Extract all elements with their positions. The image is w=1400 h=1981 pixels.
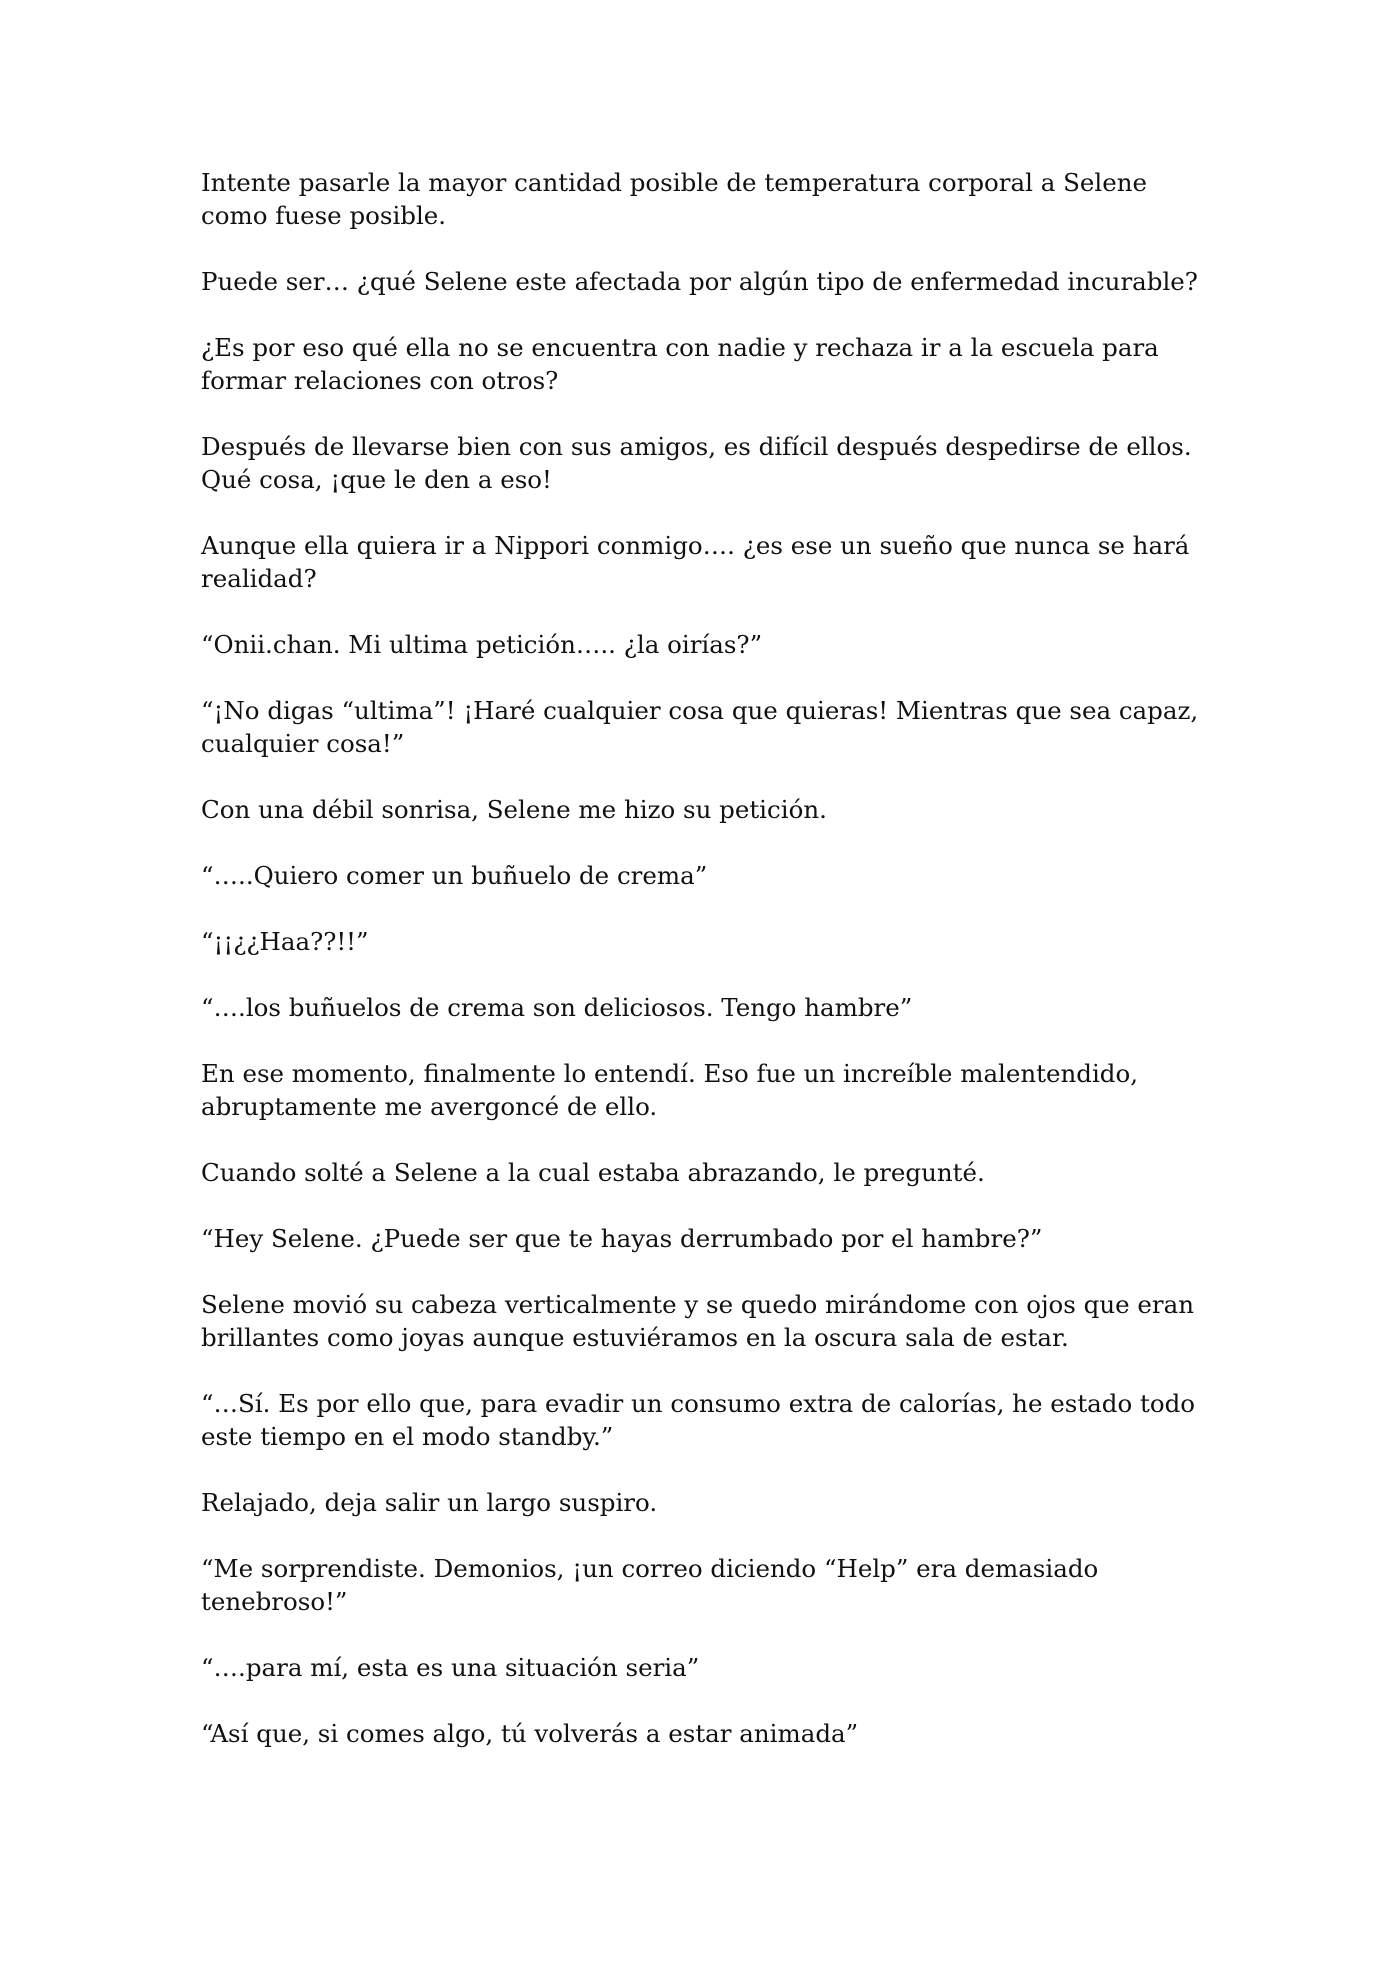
paragraph: Puede ser… ¿qué Selene este afectada por algún tipo de enfermedad incurable? xyxy=(201,267,1198,296)
paragraph: Relajado, deja salir un largo suspiro. xyxy=(201,1488,658,1517)
paragraph: ¿Es por eso qué ella no se encuentra con nadie y rechaza ir a la escuela para formar relaciones con otros? xyxy=(201,333,1159,395)
paragraph: “….para mí, esta es una situación seria” xyxy=(201,1653,700,1682)
paragraph: Cuando solté a Selene a la cual estaba abrazando, le pregunté. xyxy=(201,1158,985,1187)
paragraph: Intente pasarle la mayor cantidad posible de temperatura corporal a Selene como fuese posible. xyxy=(201,168,1148,230)
paragraph: “¡¡¿¿Haa??!!” xyxy=(201,927,369,956)
paragraph: “….los buñuelos de crema son deliciosos. Tengo hambre” xyxy=(201,993,913,1022)
paragraph: “Así que, si comes algo, tú volverás a estar animada” xyxy=(201,1719,859,1748)
paragraph: “Hey Selene. ¿Puede ser que te hayas derrumbado por el hambre?” xyxy=(201,1224,1043,1253)
body-text xyxy=(201,166,1211,1783)
paragraph: “…Sí. Es por ello que, para evadir un consumo extra de calorías, he estado todo este tiempo en el modo standby.” xyxy=(201,1389,1196,1451)
paragraph: Después de llevarse bien con sus amigos, es difícil después despedirse de ellos. Qué cosa, ¡que le den a eso! xyxy=(201,432,1192,494)
paragraph: Selene movió su cabeza verticalmente y se quedo mirándome con ojos que eran brillantes como joyas aunque estuviéramos en la oscura sala de estar. xyxy=(201,1290,1195,1352)
paragraph: Aunque ella quiera ir a Nippori conmigo…. ¿es ese un sueño que nunca se hará realidad? xyxy=(201,531,1190,593)
paragraph: En ese momento, finalmente lo entendí. Eso fue un increíble malentendido, abruptamente me avergoncé de ello. xyxy=(201,1059,1139,1121)
paragraph: Con una débil sonrisa, Selene me hizo su petición. xyxy=(201,795,827,824)
paragraph: “Me sorprendiste. Demonios, ¡un correo diciendo “Help” era demasiado tenebroso!” xyxy=(201,1554,1099,1616)
paragraph: “…..Quiero comer un buñuelo de crema” xyxy=(201,861,708,890)
paragraph: “¡No digas “ultima”! ¡Haré cualquier cosa que quieras! Mientras que sea capaz, cualquier cosa!” xyxy=(201,696,1199,758)
paragraph: “Onii.chan. Mi ultima petición….. ¿la oirías?” xyxy=(201,630,763,659)
